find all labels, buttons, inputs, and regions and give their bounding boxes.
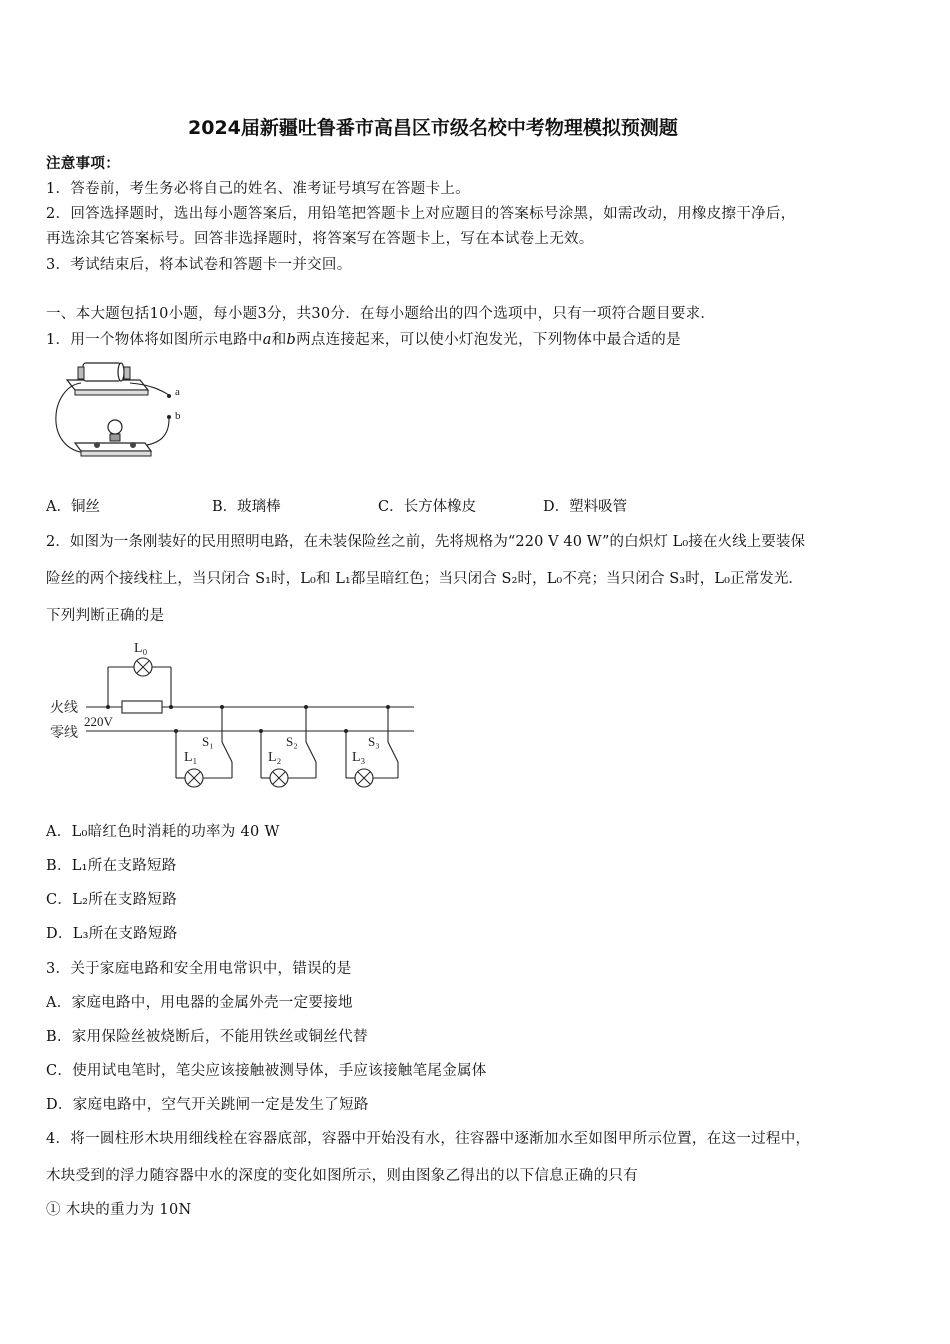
q2-circuit-figure xyxy=(46,630,426,795)
q3-option-d: D．家庭电路中，空气开关跳闸一定是发生了短路 xyxy=(46,1097,369,1113)
terminal-a xyxy=(167,394,171,398)
q3-option-a: A．家庭电路中，用电器的金属外壳一定要接地 xyxy=(46,995,353,1011)
q1-circuit-figure xyxy=(45,355,195,460)
bulb-board xyxy=(75,443,151,451)
q3-option-c: C．使用试电笔时，笔尖应该接触被测导体，手应该接触笔尾金属体 xyxy=(46,1063,487,1079)
battery xyxy=(83,363,121,381)
notice-item: 再选涂其它答案标号。回答非选择题时，将答案写在答题卡上，写在本试卷上无效。 xyxy=(46,231,594,247)
branch-2 xyxy=(259,705,316,787)
q2-option-a: A．L₀暗红色时消耗的功率为 40 W xyxy=(46,824,280,840)
q1-option-b: B．玻璃棒 xyxy=(212,499,281,515)
notice-heading: 注意事项： xyxy=(46,155,120,172)
label-s3: S₃ xyxy=(368,734,380,749)
question-4-stem: 木块受到的浮力随容器中水的深度的变化如图所示，则由图象乙得出的以下信息正确的只有 xyxy=(46,1168,638,1184)
label-a: a xyxy=(175,386,180,398)
page-title: 2024届新疆吐鲁番市高昌区市级名校中考物理模拟预测题 xyxy=(188,117,678,139)
bulb-terminal-left xyxy=(94,442,100,448)
battery-clip-left xyxy=(78,367,84,379)
switch-s3 xyxy=(388,742,398,762)
q2-option-d: D．L₃所在支路短路 xyxy=(46,926,178,942)
section-heading: 一、本大题包括10小题，每小题3分，共30分．在每小题给出的四个选项中，只有一项符合题目要求． xyxy=(46,306,716,322)
q2-option-b: B．L₁所在支路短路 xyxy=(46,858,177,874)
question-2-stem: 2．如图为一条刚装好的民用照明电路，在未装保险丝之前，先将规格为“220 V 40 W”的白炽灯 L₀接在火线上要装保 xyxy=(46,534,806,550)
question-4-stem: 4．将一圆柱形木块用细线栓在容器底部，容器中开始没有水，往容器中逐渐加水至如图甲所示位置，在这一过程中， xyxy=(46,1131,811,1147)
q1-option-a: A．铜丝 xyxy=(46,499,100,515)
q2-option-c: C．L₂所在支路短路 xyxy=(46,892,178,908)
notice-item: 3．考试结束后，将本试卷和答题卡一并交回。 xyxy=(46,257,352,273)
terminal-b xyxy=(167,415,171,419)
battery-board-edge xyxy=(75,390,148,395)
branch-1 xyxy=(174,705,232,787)
notice-item: 2．回答选择题时，选出每小题答案后，用铅笔把答题卡上对应题目的答案标号涂黑，如需改动，用橡皮擦干净后， xyxy=(46,206,796,222)
label-b: b xyxy=(175,410,181,422)
q3-option-b: B．家用保险丝被烧断后，不能用铁丝或铜丝代替 xyxy=(46,1029,368,1045)
bulb-board-edge xyxy=(81,451,151,456)
q4-item-1: ① 木块的重力为 10N xyxy=(46,1202,192,1218)
bulb xyxy=(108,420,122,434)
q1-option-c: C．长方体橡皮 xyxy=(378,499,477,515)
junction xyxy=(106,705,110,709)
label-l1: L₁ xyxy=(184,750,198,765)
battery-clip-right xyxy=(124,367,130,379)
branch-3 xyxy=(344,705,398,787)
battery-end xyxy=(118,363,124,381)
fuse-block xyxy=(122,701,162,713)
q1-option-d: D．塑料吸管 xyxy=(543,499,628,515)
label-voltage: 220V xyxy=(84,714,113,729)
label-l0: L₀ xyxy=(134,641,148,656)
bulb-socket xyxy=(110,434,120,441)
label-s1: S₁ xyxy=(202,734,214,749)
question-2-stem: 下列判断正确的是 xyxy=(46,608,165,624)
label-s2: S₂ xyxy=(286,734,298,749)
switch-s1 xyxy=(222,742,232,762)
question-1-stem: 1．用一个物体将如图所示电路中a和b两点连接起来，可以使小灯泡发光，下列物体中最合适的是 xyxy=(46,332,681,348)
label-neutral: 零线 xyxy=(50,726,78,741)
notice-item: 1．答卷前，考生务必将自己的姓名、准考证号填写在答题卡上。 xyxy=(46,181,470,197)
bulb-terminal-right xyxy=(130,442,136,448)
label-l3: L₃ xyxy=(352,750,366,765)
question-2-stem: 险丝的两个接线柱上，当只闭合 S₁时，L₀和 L₁都呈暗红色；当只闭合 S₂时，L₀不亮；当只闭合 S₃时，L₀正常发光． xyxy=(46,571,804,587)
label-live: 火线 xyxy=(50,701,78,716)
label-l2: L₂ xyxy=(268,750,282,765)
question-3-stem: 3．关于家庭电路和安全用电常识中，错误的是 xyxy=(46,961,352,977)
switch-s2 xyxy=(306,742,316,762)
junction xyxy=(169,705,173,709)
